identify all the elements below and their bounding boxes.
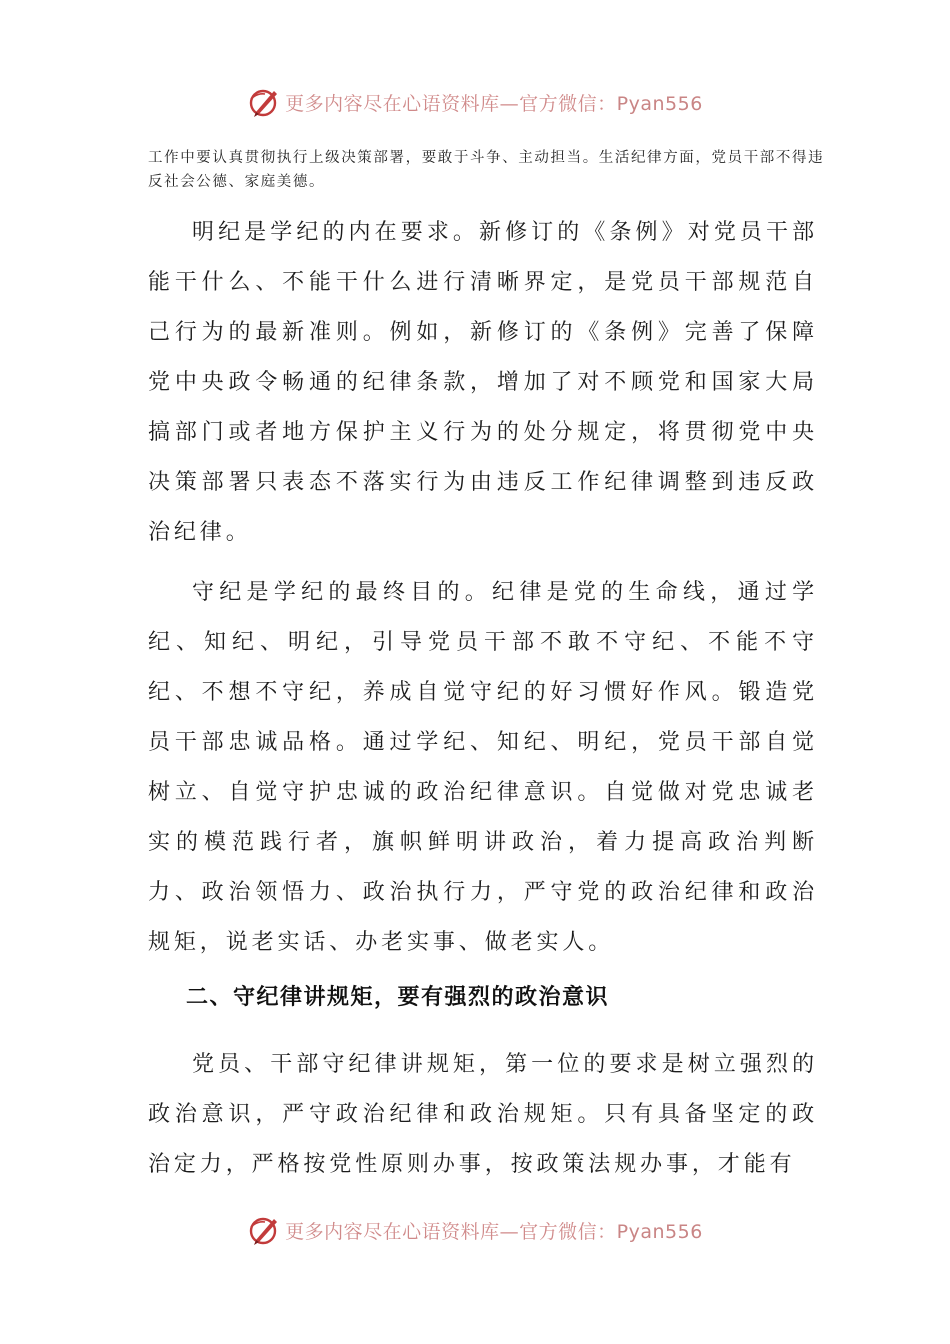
section-heading-2: 二、守纪律讲规矩，要有强烈的政治意识 [186,985,610,1010]
footer-watermark-banner [0,1210,950,1250]
banner-slogan: 更多内容尽在心语资料库—官方微信： [285,92,617,115]
continued-fragment: 工作中要认真贯彻执行上级决策部署，要敢于斗争、主动担当。生活纪律方面，党员干部不得违反社会公德、家庭美德。 [148,150,825,190]
banner-slogan: 更多内容尽在心语资料库—官方微信： [285,1220,617,1243]
banner-text [285,89,703,116]
banner-wechat-id: Pyan556 [616,1220,703,1243]
paragraph-shouji: 守纪是学纪的最终目的。纪律是党的生命线，通过学纪、知纪、明纪，引导党员干部不敢不守纪、不能不守纪、不想不守纪，养成自觉守纪的好习惯好作风。锻造党员干部忠诚品格。通过学纪、知纪、明纪，党员干部自觉树立、自觉守护忠诚的政治纪律意识。自觉做对党忠诚老实的模范践行者，旗帜鲜明讲政治，着力提高政治判断力、政治领悟力、政治执行力，严守党的政治纪律和政治规矩，说老实话、办老实事、做老实人。 [148,580,818,955]
pen-circle-logo-icon [247,85,281,119]
header-watermark-banner [0,82,950,122]
paragraph-mingji: 明纪是学纪的内在要求。新修订的《条例》对党员干部能干什么、不能干什么进行清晰界定，是党员干部规范自己行为的最新准则。例如，新修订的《条例》完善了保障党中央政令畅通的纪律条款，增加了对不顾党和国家大局搞部门或者地方保护主义行为的处分规定，将贯彻党中央决策部署只表态不落实行为由违反工作纪律调整到违反政治纪律。 [148,220,818,545]
paragraph-political-awareness: 党员、干部守纪律讲规矩，第一位的要求是树立强烈的政治意识，严守政治纪律和政治规矩。只有具备坚定的政治定力，严格按党性原则办事，按政策法规办事，才能有 [148,1052,818,1177]
banner-wechat-id: Pyan556 [616,92,703,115]
banner-text [285,1217,703,1244]
pen-circle-logo-icon [247,1213,281,1247]
